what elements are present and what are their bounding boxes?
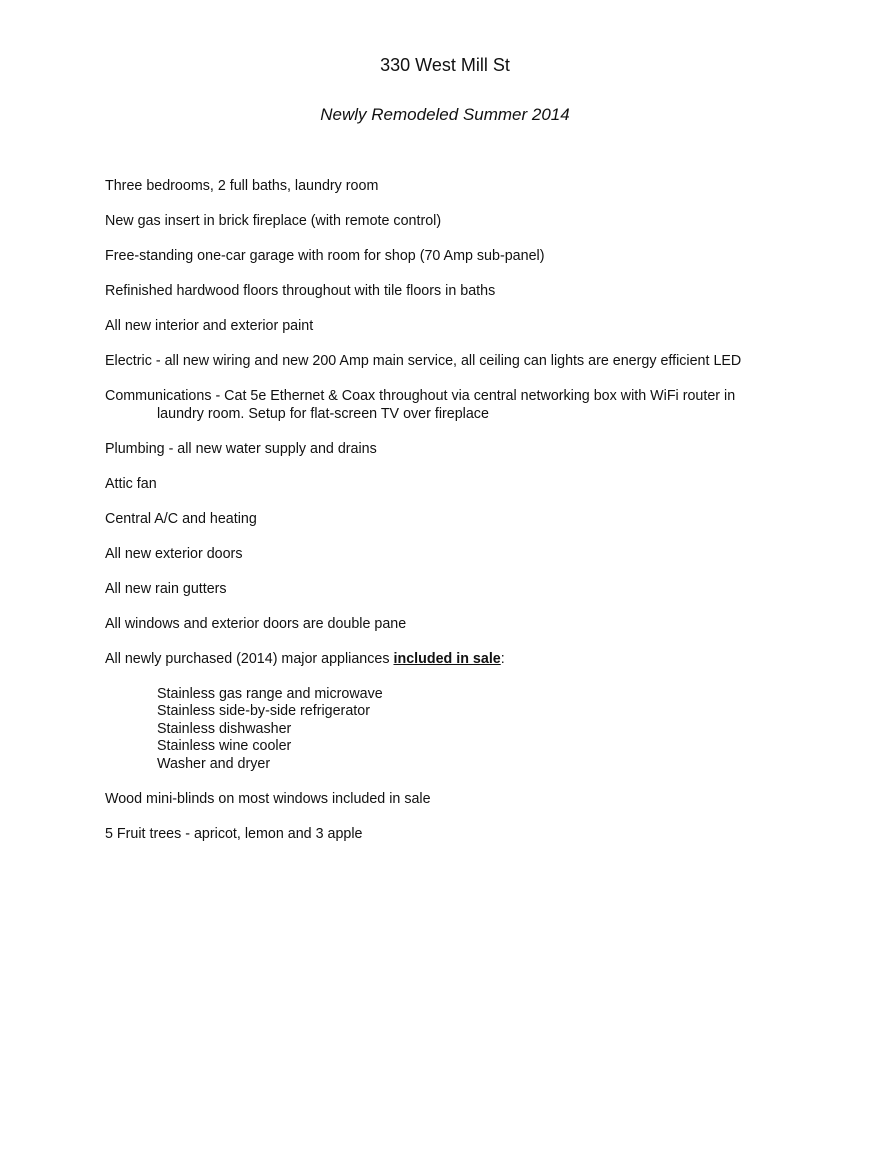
feature-fruit-trees: 5 Fruit trees - apricot, lemon and 3 apple [105, 825, 363, 842]
appliances-intro: All newly purchased (2014) major appliances [105, 650, 394, 667]
appliances-colon: : [500, 650, 505, 667]
feature-communications [105, 388, 795, 423]
feature-fireplace: New gas insert in brick fireplace (with remote control) [105, 213, 442, 229]
appliance-item: Stainless gas range and microwave [157, 685, 383, 702]
feature-plumbing: Plumbing - all new water supply and drains [105, 440, 377, 457]
feature-mini-blinds: Wood mini-blinds on most windows included in sale [105, 790, 431, 807]
communications-line-2: laundry room. Setup for flat-screen TV over fireplace [157, 405, 489, 422]
feature-floors: Refinished hardwood floors throughout with tile floors in baths [105, 283, 496, 299]
feature-windows: All windows and exterior doors are double pane [105, 615, 407, 632]
document-body [105, 178, 795, 861]
feature-exterior-doors: All new exterior doors [105, 545, 243, 562]
feature-paint: All new interior and exterior paint [105, 318, 314, 334]
appliances-emphasis: included in sale [393, 650, 501, 667]
feature-attic-fan: Attic fan [105, 475, 157, 492]
feature-appliances [105, 651, 795, 669]
appliance-list [105, 686, 795, 774]
appliance-item: Washer and dryer [157, 755, 271, 772]
feature-rain-gutters: All new rain gutters [105, 580, 227, 597]
feature-hvac: Central A/C and heating [105, 510, 257, 527]
feature-garage: Free-standing one-car garage with room for shop (70 Amp sub-panel) [105, 248, 545, 264]
communications-line-1: Communications - Cat 5e Ethernet & Coax throughout via central networking box with WiFi router in [105, 388, 736, 404]
appliance-item: Stainless side-by-side refrigerator [157, 703, 370, 719]
appliance-item: Stainless wine cooler [157, 738, 292, 754]
document-subtitle: Newly Remodeled Summer 2014 [320, 105, 570, 124]
document-title: 330 West Mill St [380, 55, 510, 75]
appliance-item: Stainless dishwasher [157, 720, 292, 737]
feature-electric: Electric - all new wiring and new 200 Amp main service, all ceiling can lights are energy efficient LED [105, 353, 742, 369]
feature-bedrooms: Three bedrooms, 2 full baths, laundry room [105, 178, 379, 194]
